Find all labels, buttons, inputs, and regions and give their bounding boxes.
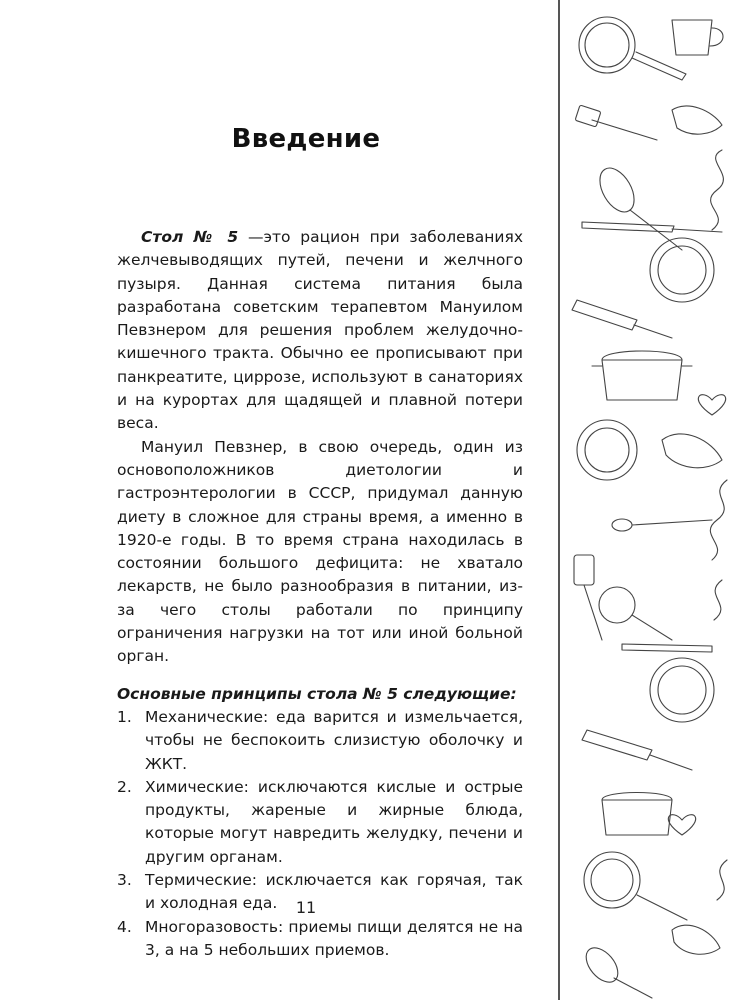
whisk-icon xyxy=(580,942,652,998)
plate-icon xyxy=(650,658,714,722)
margin-divider xyxy=(558,0,560,1000)
spatula-icon xyxy=(575,105,657,140)
page-number: 11 xyxy=(295,898,317,917)
pot-icon xyxy=(602,793,672,836)
principles-heading: Основные принципы стола № 5 следующие: xyxy=(117,684,517,703)
intro-text: —это рацион при заболеваниях желчевыводящих путей, печени и желчного пузыря. Данная система питания была разработана советским терапевтом Мануилом Певзнером для решения проблем желудочно-кишечного тракта. Обычно ее прописывают при панкреатите, циррозе, используют в санаториях и на курортах для щадящей и плавной потери веса. xyxy=(117,228,523,433)
list-item-number: 4. xyxy=(117,917,132,936)
list-item-text: Механические: еда варится и измельчается, чтобы не беспокоить слизистую оболочку и ЖКТ. xyxy=(145,707,523,773)
list-item-text: Химические: исключаются кислые и острые продукты, жареные и жирные блюда, которые могут навредить желудку, печени и другим органам. xyxy=(145,777,523,866)
knife-icon xyxy=(622,644,712,652)
pan-icon xyxy=(584,852,687,920)
list-item xyxy=(117,916,523,963)
list-item-text: Термические: исключается как горячая, так и холодная еда. xyxy=(145,871,523,913)
list-item-number: 2. xyxy=(117,777,132,796)
list-item-text: Многоразовость: приемы пищи делятся не на 3, а на 5 небольших приемов. xyxy=(145,917,523,959)
list-item-number: 1. xyxy=(117,707,132,726)
list-item xyxy=(117,776,523,869)
intro-lead: Стол № 5 xyxy=(141,228,239,246)
hand-icon xyxy=(662,434,722,468)
heart-icon xyxy=(668,815,695,835)
hand-icon xyxy=(672,925,720,954)
history-paragraph: Мануил Певзнер, в свою очередь, один из основоположников диетологии и гастроэнтерологии в СССР, придумал данную диету в сложное для страны время, а именно в 1920-е годы. В то время страна находилась в состоянии большого дефицита: не хватало лекарств, не было разнообразия в питании, из-за чего столы работали по принципу ограничения нагрузки на тот или иной больной орган. xyxy=(117,437,523,666)
pan-icon xyxy=(599,587,672,640)
list-item xyxy=(117,706,523,776)
principles-list xyxy=(117,706,523,962)
plate-icon xyxy=(577,420,637,480)
heart-icon xyxy=(698,395,725,415)
plate-icon xyxy=(650,238,714,302)
cup-icon xyxy=(672,20,723,55)
page-title: Введение xyxy=(231,124,381,154)
bottle-icon xyxy=(582,730,692,770)
pot-icon xyxy=(592,351,692,400)
whisk-icon xyxy=(593,162,682,250)
pan-icon xyxy=(579,17,686,80)
bottle-icon xyxy=(572,300,672,338)
page-body xyxy=(117,226,523,962)
intro-paragraph xyxy=(117,226,523,436)
kitchenware-ornament-border xyxy=(562,0,743,1000)
hand-icon xyxy=(672,106,722,134)
spatula-icon xyxy=(574,555,602,640)
list-item-number: 3. xyxy=(117,871,132,890)
spoon-icon xyxy=(612,519,712,531)
